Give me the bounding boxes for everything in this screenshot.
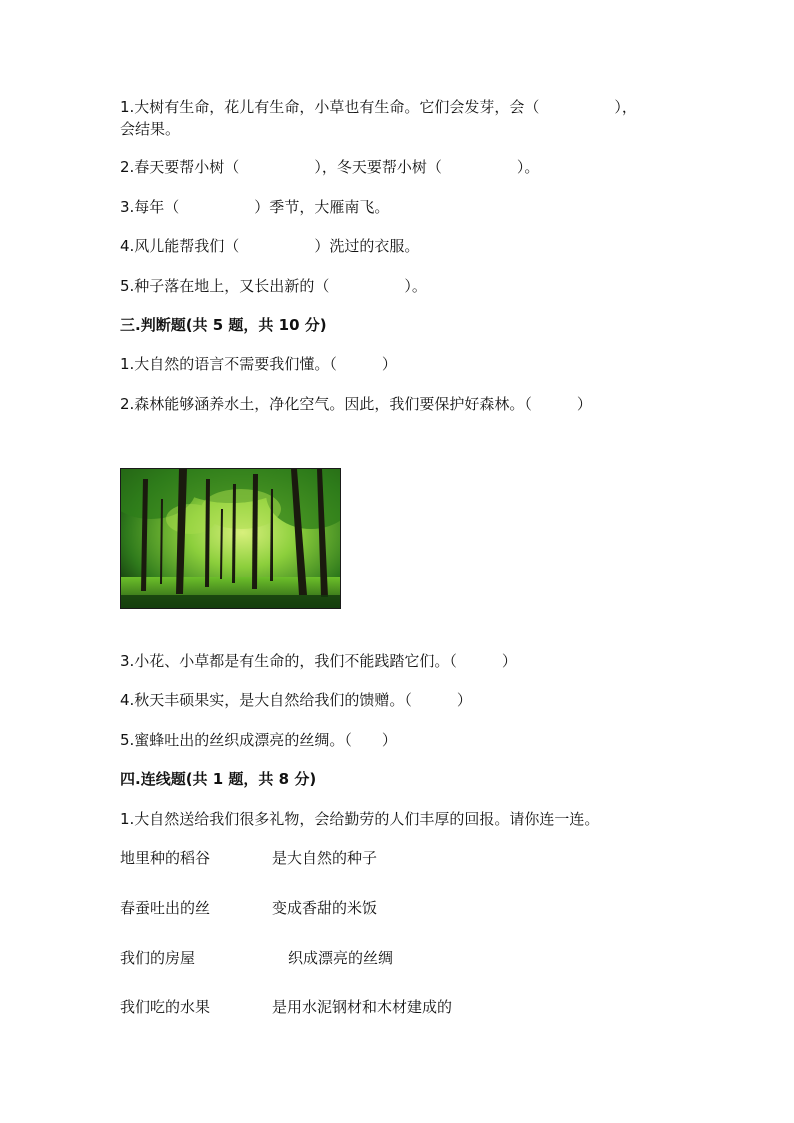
fill-q4: 4.风儿能帮我们（ ）洗过的衣服。	[120, 237, 420, 255]
fill-q1-line2: 会结果。	[120, 120, 181, 138]
fill-q5: 5.种子落在地上，又长出新的（ ）。	[120, 277, 427, 295]
match-left-item: 地里种的稻谷	[120, 849, 211, 867]
match-left-item: 我们吃的水果	[120, 998, 211, 1016]
match-left-item: 春蚕吐出的丝	[120, 899, 211, 917]
judge-q4: 4.秋天丰硕果实，是大自然给我们的馈赠。（ ）	[120, 691, 472, 709]
judge-q1: 1.大自然的语言不需要我们懂。（ ）	[120, 355, 397, 373]
match-left-item: 我们的房屋	[120, 949, 196, 967]
match-right-item: 变成香甜的米饭	[272, 899, 378, 917]
judge-q5: 5.蜜蜂吐出的丝织成漂亮的丝绸。（ ）	[120, 731, 397, 749]
judge-q3: 3.小花、小草都是有生命的，我们不能践踏它们。（ ）	[120, 652, 517, 670]
match-right-item: 织成漂亮的丝绸	[288, 949, 394, 967]
match-right-item: 是大自然的种子	[272, 849, 378, 867]
match-q1: 1.大自然送给我们很多礼物，会给勤劳的人们丰厚的回报。请你连一连。	[120, 810, 600, 828]
forest-image	[120, 468, 341, 609]
judge-q2: 2.森林能够涵养水土，净化空气。因此，我们要保护好森林。（ ）	[120, 395, 592, 413]
fill-q3: 3.每年（ ）季节，大雁南飞。	[120, 198, 390, 216]
match-right-item: 是用水泥钢材和木材建成的	[272, 998, 453, 1016]
fill-q2: 2.春天要帮小树（ ），冬天要帮小树（ ）。	[120, 158, 540, 176]
judge-heading: 三.判断题(共 5 题，共 10 分)	[120, 316, 327, 334]
fill-q1-line1: 1.大树有生命，花儿有生命，小草也有生命。它们会发芽，会（ ），	[120, 98, 637, 116]
match-heading: 四.连线题(共 1 题，共 8 分)	[120, 770, 317, 788]
